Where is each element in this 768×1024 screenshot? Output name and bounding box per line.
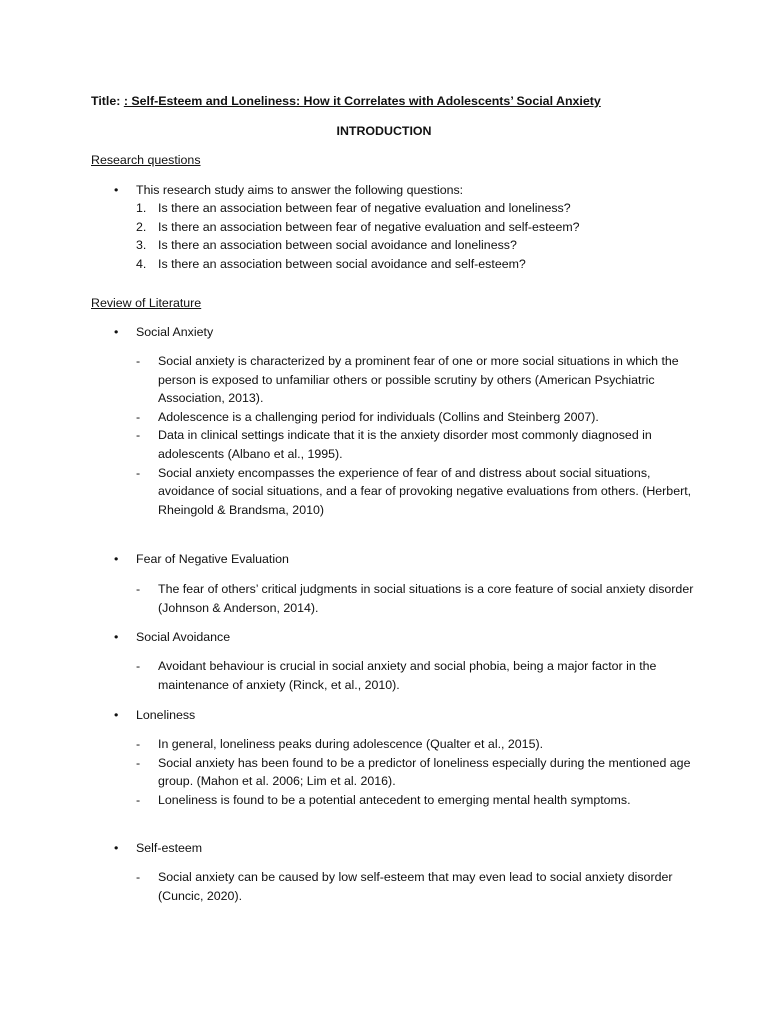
point-text: Social anxiety is characterized by a prominent fear of one or more social situations in which the person is exposed to unfamiliar others or possible scrutiny by others (American Psychiatric Association, 2013). [158, 354, 679, 406]
dash-marker: - [136, 465, 141, 480]
list-item [136, 580, 696, 617]
section-social-anxiety [114, 323, 213, 342]
section-fear-of-negative-evaluation [114, 550, 289, 569]
point-text: Avoidant behaviour is crucial in social anxiety and social phobia, being a major factor in the maintenance of anxiety (Rinck, et al., 2010). [158, 659, 657, 692]
bullet-icon: • [114, 708, 119, 722]
fear-of-negative-evaluation-points [136, 580, 696, 617]
list-item [136, 657, 696, 694]
item-text: Is there an association between fear of negative evaluation and self-esteem? [158, 219, 580, 234]
introduction-heading: INTRODUCTION [336, 124, 432, 138]
section-social-avoidance [114, 628, 230, 647]
point-text: The fear of others’ critical judgments in social situations is a core feature of social anxiety disorder (Johnson & Anderson, 2014). [158, 582, 694, 615]
bullet-text: This research study aims to answer the following questions: [136, 183, 464, 197]
list-item [136, 236, 580, 255]
bullet-icon: • [114, 325, 119, 339]
item-text: Is there an association between fear of negative evaluation and loneliness? [158, 201, 571, 215]
dash-marker: - [136, 659, 141, 673]
point-text: Social anxiety encompasses the experience of fear of and distress about social situations, avoidance of social situations, and a fear of provoking negative evaluations from others. (Herbert, Rheingold & Brandsma, 2010) [158, 465, 692, 517]
list-item [136, 426, 696, 463]
list-item [136, 218, 580, 237]
list-item [136, 255, 580, 274]
title-prefix: Title: [91, 94, 124, 108]
list-item [136, 464, 696, 520]
list-item [136, 199, 580, 218]
dash-marker: - [136, 870, 141, 884]
list-item [136, 791, 696, 810]
list-item [136, 352, 696, 408]
dash-marker: - [136, 428, 141, 443]
section-label: Fear of Negative Evaluation [136, 552, 289, 566]
bullet-icon: • [114, 630, 119, 644]
research-questions-list [136, 199, 580, 273]
point-text: Loneliness is found to be a potential antecedent to emerging mental health symptoms. [158, 792, 631, 807]
list-item [136, 754, 696, 791]
loneliness-points [136, 735, 696, 809]
section-label: Social Avoidance [136, 630, 231, 644]
list-item [136, 868, 696, 905]
bullet-icon: • [114, 183, 119, 197]
section-label: Loneliness [136, 708, 196, 722]
dash-marker: - [136, 792, 141, 807]
research-questions-heading: Research questions [91, 153, 201, 167]
dash-marker: - [136, 409, 141, 424]
section-loneliness [114, 706, 195, 725]
bullet-icon: • [114, 552, 119, 566]
section-label: Social Anxiety [136, 325, 214, 339]
section-self-esteem [114, 839, 202, 858]
item-number: 4. [136, 256, 147, 271]
point-text: Data in clinical settings indicate that it is the anxiety disorder most commonly diagnosed in adolescents (Albano et al., 1995). [158, 428, 652, 461]
dash-marker: - [136, 737, 141, 751]
item-text: Is there an association between social avoidance and loneliness? [158, 238, 517, 253]
dash-marker: - [136, 582, 141, 596]
research-questions-bullet [114, 181, 463, 200]
item-number: 3. [136, 238, 147, 253]
item-number: 1. [136, 201, 147, 215]
social-avoidance-points [136, 657, 696, 694]
dash-marker: - [136, 354, 141, 368]
review-heading: Review of Literature [91, 296, 202, 310]
point-text: Adolescence is a challenging period for individuals (Collins and Steinberg 2007). [158, 409, 599, 424]
section-label: Self-esteem [136, 841, 203, 855]
bullet-icon: • [114, 841, 119, 855]
list-item [136, 408, 696, 427]
social-anxiety-points [136, 352, 696, 519]
item-text: Is there an association between social avoidance and self-esteem? [158, 256, 526, 271]
dash-marker: - [136, 755, 141, 770]
point-text: Social anxiety can be caused by low self-esteem that may even lead to social anxiety disorder (Cuncic, 2020). [158, 870, 673, 903]
point-text: In general, loneliness peaks during adolescence (Qualter et al., 2015). [158, 737, 544, 751]
title-text: : Self-Esteem and Loneliness: How it Correlates with Adolescents’ Social Anxiety [123, 94, 601, 108]
self-esteem-points [136, 868, 696, 905]
document-title [91, 92, 601, 111]
list-item [136, 735, 696, 754]
point-text: Social anxiety has been found to be a predictor of loneliness especially during the mentioned age group. (Mahon et al. 2006; Lim et al. 2016). [158, 755, 691, 789]
item-number: 2. [136, 219, 147, 234]
